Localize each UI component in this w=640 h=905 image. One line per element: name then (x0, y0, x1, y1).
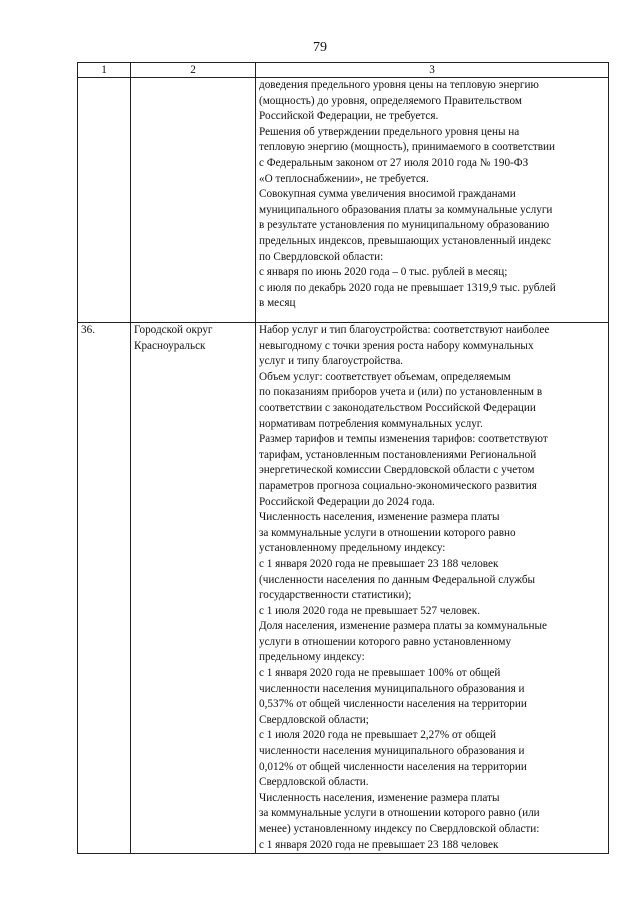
document-table (77, 62, 609, 854)
column-header-1: 1 (78, 63, 131, 78)
description-cell (256, 323, 609, 854)
text-line: Доля населения, изменение размера платы за коммунальные (259, 620, 547, 633)
text-line: за коммунальные услуги в отношении которого равно (или (259, 807, 540, 820)
text-line: (численности населения по данным Федеральной службы (259, 573, 536, 586)
text-line: Городской округ (134, 324, 213, 336)
text-line: энергетической комиссии Свердловской области с учетом (259, 464, 535, 477)
text-line: Размер тарифов и темпы изменения тарифов: соответствуют (259, 433, 548, 446)
text-line: услуг и типу благоустройства. (259, 355, 404, 368)
text-line: Набор услуг и тип благоустройства: соответствуют наиболее (259, 324, 550, 336)
table-row (78, 78, 609, 323)
text-line: параметров прогноза социально-экономического развития (259, 479, 537, 492)
text-line: численности населения муниципального образования и (259, 745, 525, 758)
page-number: 79 (313, 40, 327, 55)
row-number-cell: 36. (78, 323, 131, 854)
text-line: (мощность) до уровня, определяемого Правительством (259, 94, 522, 107)
text-line: менее) установленному индексу по Свердловской области: (259, 823, 540, 835)
text-line: тарифам, установленным постановлениями Региональной (259, 448, 537, 461)
text-line: Численность населения, изменение размера платы (259, 791, 500, 804)
text-line: «О теплоснабжении», не требуется. (259, 172, 429, 185)
text-line: предельному индексу: (259, 651, 365, 664)
column-header-3: 3 (256, 63, 609, 78)
text-line: по показаниям приборов учета и (или) по установленным в (259, 386, 543, 399)
text-line: Красноуральск (134, 339, 206, 352)
text-line: Российской Федерации, не требуется. (259, 110, 439, 123)
text-line: предельных индексов, превышающих установленный индекс (259, 234, 551, 247)
text-line: 0,012% от общей численности населения на территории (259, 760, 527, 773)
table-header-row (78, 63, 609, 78)
text-line: 0,537% от общей численности населения на территории (259, 698, 527, 711)
text-line: численности населения муниципального образования и (259, 682, 525, 695)
text-line: муниципального образования платы за коммунальные услуги (259, 203, 553, 216)
text-line: Решения об утверждении предельного уровня цены на (259, 125, 520, 138)
text-line: по Свердловской области: (259, 250, 384, 263)
text-line: с 1 января 2020 года не превышает 23 188 человек (259, 838, 499, 851)
text-line: невыгодному с точки зрения роста набору коммунальных (259, 339, 534, 352)
description-cell (256, 78, 609, 323)
text-line: с 1 июля 2020 года не превышает 527 человек. (259, 604, 481, 617)
text-line: Свердловской области; (259, 713, 369, 726)
text-line: с 1 января 2020 года не превышает 23 188 человек (259, 557, 499, 570)
text-line: за коммунальные услуги в отношении которого равно (259, 526, 516, 539)
text-line: с 1 июля 2020 года не превышает 2,27% от общей (259, 729, 496, 742)
text-line: Российской Федерации до 2024 года. (259, 495, 435, 508)
text-line: с января по июнь 2020 года – 0 тыс. рублей в месяц; (259, 266, 508, 279)
text-line: Объем услуг: соответствует объемам, определяемым (259, 370, 511, 383)
text-line: Численность населения, изменение размера платы (259, 511, 500, 524)
text-line: нормативам потребления коммунальных услуг. (259, 417, 483, 430)
text-line: в месяц (259, 297, 296, 310)
text-line: услуги в отношении которого равно установленному (259, 635, 512, 648)
text-line: установленному предельному индексу: (259, 542, 446, 555)
column-header-2: 2 (131, 63, 256, 78)
municipality-cell (131, 323, 256, 854)
text-line: с 1 января 2020 года не превышает 100% от общей (259, 667, 501, 680)
text-line: соответствии с законодательством Российской Федерации (259, 401, 536, 414)
text-line: с Федеральным законом от 27 июля 2010 года № 190-ФЗ (259, 156, 529, 169)
text-line: в результате установления по муниципальному образованию (259, 219, 550, 232)
table-row (78, 323, 609, 854)
municipality-cell (131, 78, 256, 323)
text-line: с июля по декабрь 2020 года не превышает 1319,9 тыс. рублей (259, 281, 556, 294)
text-line: Совокупная сумма увеличения вносимой гражданами (259, 188, 516, 201)
text-line: доведения предельного уровня цены на тепловую энергию (259, 79, 539, 91)
row-number-cell (78, 78, 131, 323)
text-line: тепловую энергию (мощность), принимаемого в соответствии (259, 141, 556, 154)
text-line: Свердловской области. (259, 776, 369, 789)
text-line: государственности статистики); (259, 589, 412, 602)
